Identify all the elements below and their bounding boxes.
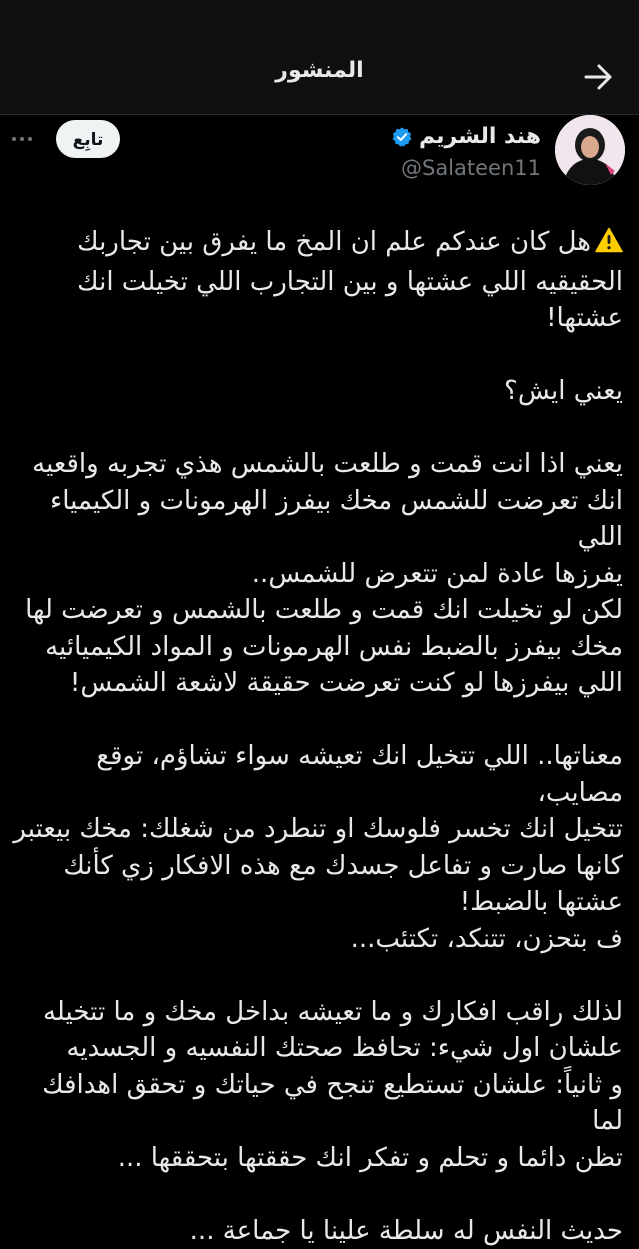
more-dots-icon[interactable] (10, 129, 34, 149)
author-name[interactable]: هند الشريم (419, 124, 541, 149)
post-line: علشان اول شيء: تحافظ صحتك النفسيه و الجسديه (11, 1030, 623, 1067)
follow-button[interactable]: تابِع (56, 120, 120, 158)
paragraph-gap (11, 337, 623, 374)
post-line: معناتها.. اللي تتخيل انك تعيشه سواء تشاؤم، توقع مصايب، (11, 738, 623, 811)
post-line: لذلك راقب افكارك و ما تعيشه بداخل مخك و ما تتخيله (11, 994, 623, 1031)
post-line: اللي بيفرزها لو كنت تعرضت حقيقة لاشعة الشمس! (11, 665, 623, 702)
post-line: يعني اذا انت قمت و طلعت بالشمس هذي تجربه واقعيه (11, 446, 623, 483)
page-title: المنشور (0, 58, 639, 83)
post-line: و ثانياً: علشان تستطيع تنجح في حياتك و تحقق اهدافك لما (11, 1067, 623, 1140)
post-line: تظن دائما و تحلم و تفكر انك حققتها بتحققها ... (11, 1140, 623, 1177)
post-line: كانها صارت و تفاعل جسدك مع هذه الافكار زي كأنك (11, 848, 623, 885)
paragraph-gap (11, 410, 623, 447)
author-name-line (391, 124, 541, 149)
paragraph-gap (11, 1176, 623, 1213)
post-line: يعني ايش؟ (11, 373, 623, 410)
paragraph-gap (11, 702, 623, 739)
avatar[interactable] (555, 115, 625, 185)
post-line: عشتها بالضبط! (11, 884, 623, 921)
post-line: الحقيقيه اللي عشتها و بين التجارب اللي تخيلت انك عشتها! (11, 264, 623, 337)
top-bar (0, 0, 639, 115)
post-line: ف بتحزن، تتنكد، تكتئب... (11, 921, 623, 958)
post-line: هل كان عندكم علم ان المخ ما يفرق بين تجاربك (11, 224, 623, 264)
paragraph-gap (11, 957, 623, 994)
post-line: يفرزها عادة لمن تتعرض للشمس.. (11, 556, 623, 593)
post-line: لكن لو تخيلت انك قمت و طلعت بالشمس و تعرضت لها (11, 592, 623, 629)
post-line: انك تعرضت للشمس مخك بيفرز الهرمونات و الكيمياء اللي (11, 483, 623, 556)
verified-badge-icon (391, 126, 413, 148)
arrow-back-icon[interactable] (581, 60, 615, 94)
post-line: حديث النفس له سلطة علينا يا جماعة ... (11, 1213, 623, 1249)
post-text (11, 224, 623, 1249)
post-line: تتخيل انك تخسر فلوسك او تنطرد من شغلك: مخك بيعتبر (11, 811, 623, 848)
warning-icon (595, 227, 623, 264)
author-handle[interactable]: @Salateen11 (401, 156, 541, 180)
post-line: مخك بيفرز بالضبط نفس الهرمونات و المواد الكيميائيه (11, 629, 623, 666)
